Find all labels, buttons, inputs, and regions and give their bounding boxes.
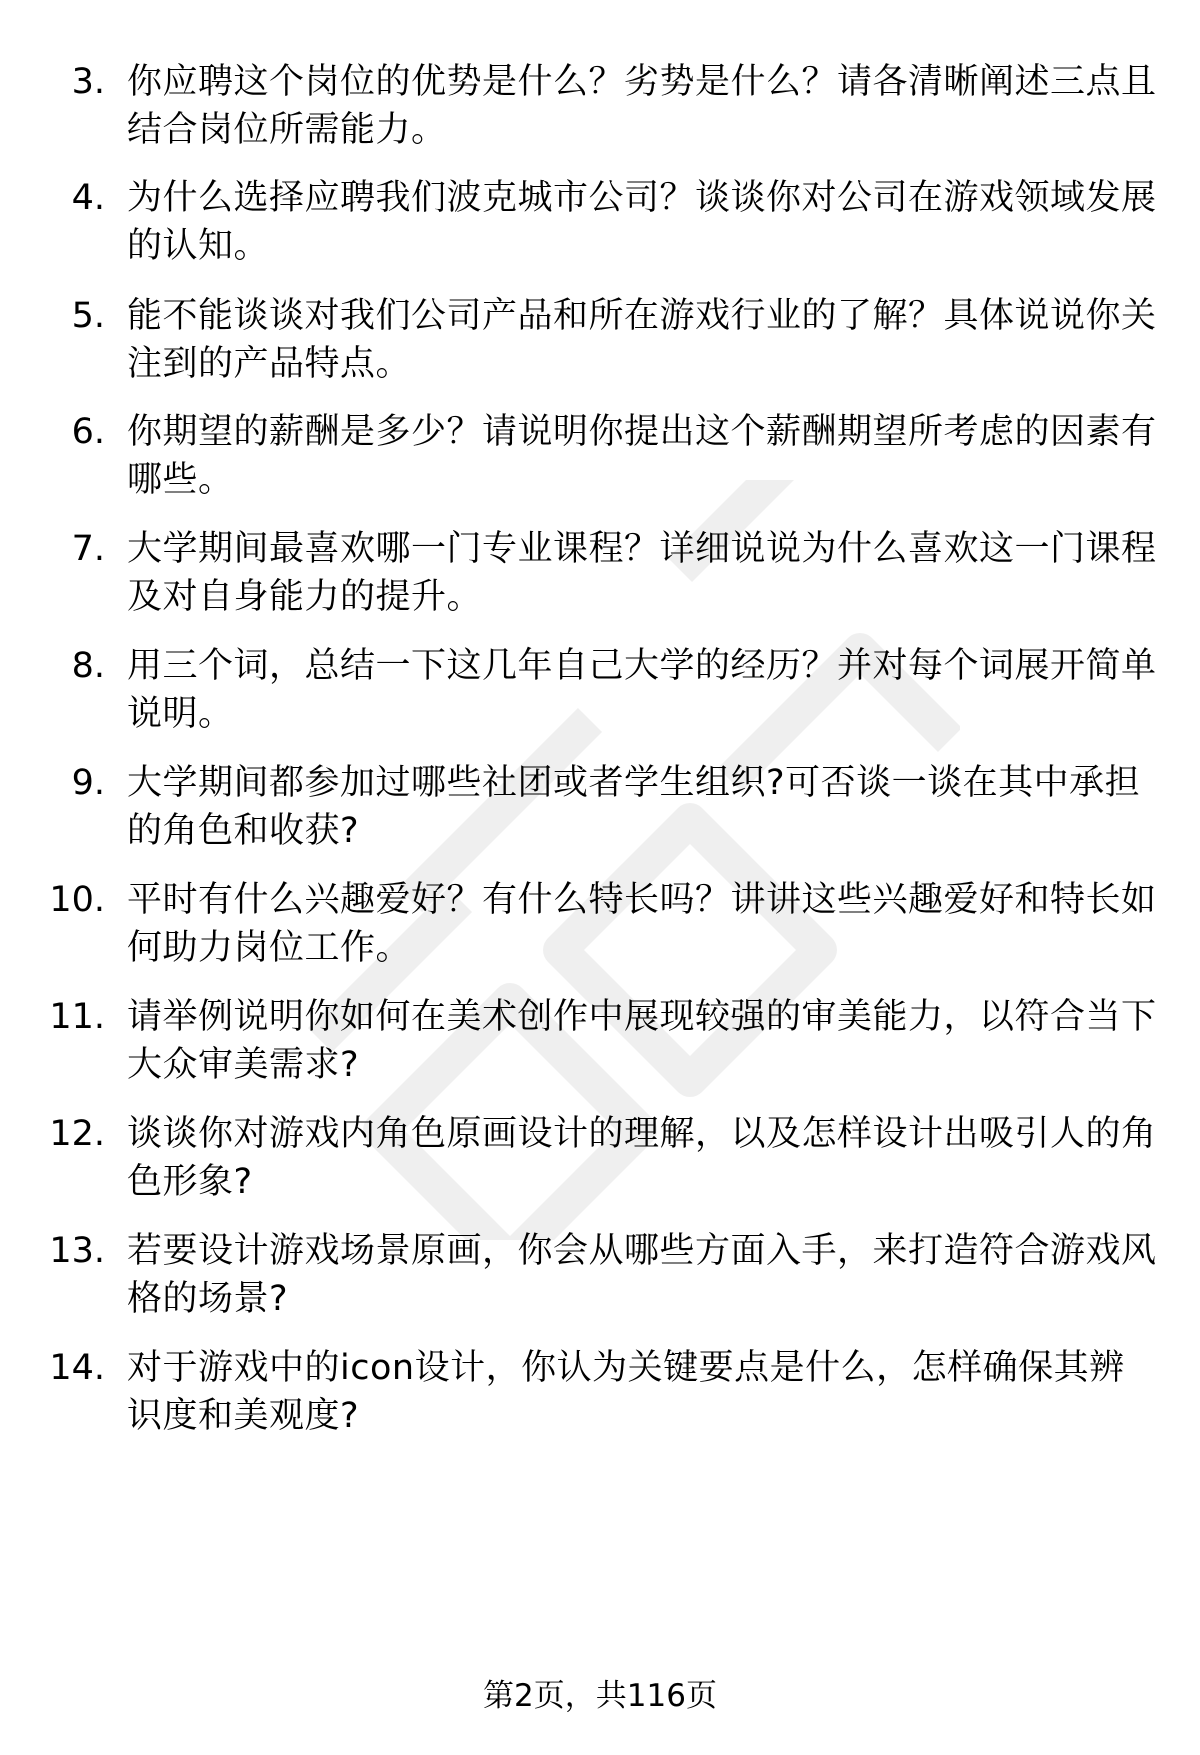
question-text: 用三个词，总结一下这几年自己大学的经历？并对每个词展开简单说明。 <box>127 646 1157 734</box>
page-footer: 第2页，共116页 <box>483 1678 717 1714</box>
question-text: 你应聘这个岗位的优势是什么？劣势是什么？请各清晰阐述三点且结合岗位所需能力。 <box>127 62 1157 150</box>
question-text: 你期望的薪酬是多少？请说明你提出这个薪酬期望所考虑的因素有哪些。 <box>127 412 1157 500</box>
question-number: 4. <box>71 178 105 218</box>
question-number: 9. <box>71 763 105 803</box>
question-text: 平时有什么兴趣爱好？有什么特长吗？讲讲这些兴趣爱好和特长如何助力岗位工作。 <box>127 880 1157 968</box>
question-number: 10. <box>49 880 105 920</box>
question-number: 12. <box>49 1114 105 1154</box>
question-text: 请举例说明你如何在美术创作中展现较强的审美能力，以符合当下大众审美需求? <box>127 997 1157 1085</box>
question-number: 5. <box>71 296 105 336</box>
question-number: 11. <box>49 997 105 1037</box>
question-number: 8. <box>71 646 105 686</box>
question-text: 大学期间最喜欢哪一门专业课程？详细说说为什么喜欢这一门课程及对自身能力的提升。 <box>127 529 1157 617</box>
question-text: 为什么选择应聘我们波克城市公司？谈谈你对公司在游戏领域发展的认知。 <box>127 178 1157 266</box>
question-text: 谈谈你对游戏内角色原画设计的理解，以及怎样设计出吸引人的角色形象? <box>127 1114 1157 1202</box>
question-text: 大学期间都参加过哪些社团或者学生组织?可否谈一谈在其中承担的角色和收获? <box>127 763 1141 851</box>
question-text: 若要设计游戏场景原画，你会从哪些方面入手，来打造符合游戏风格的场景? <box>127 1231 1157 1319</box>
question-text: 对于游戏中的icon设计，你认为关键要点是什么，怎样确保其辨识度和美观度? <box>127 1348 1125 1436</box>
question-number: 3. <box>71 62 105 102</box>
question-number: 14. <box>49 1348 105 1388</box>
question-text: 能不能谈谈对我们公司产品和所在游戏行业的了解？具体说说你关注到的产品特点。 <box>127 296 1157 384</box>
question-number: 13. <box>49 1231 105 1271</box>
question-number: 6. <box>71 412 105 452</box>
question-number: 7. <box>71 529 105 569</box>
